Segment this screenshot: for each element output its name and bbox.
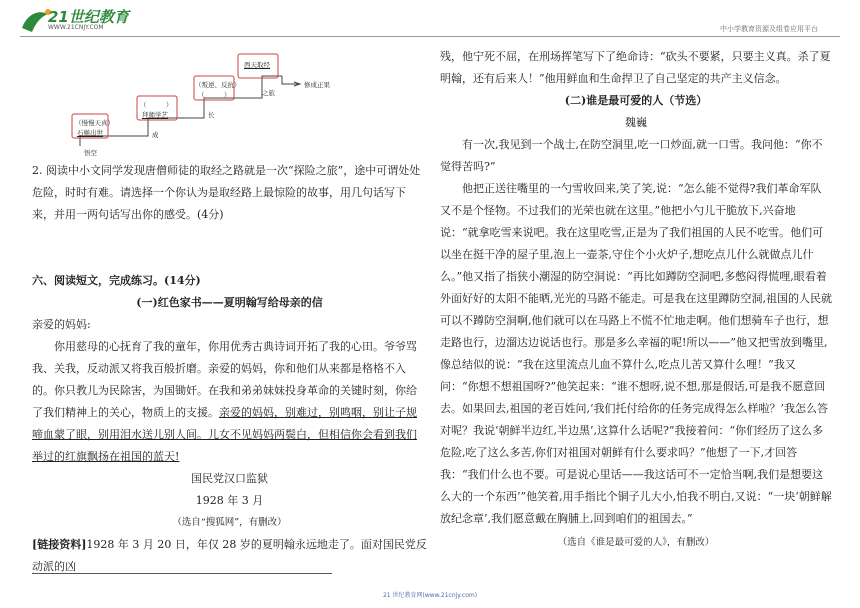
platform-name: 中小学教育资源及组卷应用平台 [720,25,818,33]
letter-body-underlined: 亲爱的妈妈，别难过，别鸣咽，别让子规啼血蒙了眼，别用泪水送儿别人间。儿女不见妈妈两鬓白，但相信你会看到我们举过的红旗飘扬在祖国的蓝天! [32,406,417,463]
letter-date: 1928 年 3 月 [195,494,264,507]
passage-1-source: （选自“搜狐网”，有删改） [172,517,287,528]
base-label-3: 长 [208,111,215,119]
footer-divider [32,573,332,574]
base-label-4: 之旅 [262,89,275,97]
step1-top: （慢慢天真） [75,119,114,127]
step2-top: （ ） [140,101,173,109]
letter-place: 国民党汉口监狱 [191,472,268,485]
passage-2-author: 魏巍 [625,116,647,129]
header-divider [20,36,840,37]
logo-subtitle: WWW.21CNJY.COM [48,24,104,31]
page-header [0,0,860,40]
passage-1-title: (一)红色家书——夏明翰写给母亲的信 [136,296,323,309]
end-label: 修成正果 [304,81,330,89]
base-label-1: 悟空 [84,149,97,157]
left-column [32,46,427,578]
journey-diagram [32,46,427,158]
link-text: 1928 年 3 月 20 日，年仅 28 岁的夏明翰永远地走了。面对国民党反动派的凶 [32,538,427,573]
letter-body-text: 你用慈母的心抚育了我的童年，你用优秀古典诗词开拓了我的心田。爷爷骂我、关我，反动派又将我百般折磨。亲爱的妈妈，你和他们从来都是格格不入的。你只教儿为民除害，为国锄奸。在我和弟弟妹妹投身革命的关键时刻，你给了我们精神上的关心，物质上的支援。 [32,340,417,419]
link-label: [链接资料] [32,538,87,551]
base-label-2: 成 [152,131,159,139]
passage-2-para-1: 有一次,我见到一个战士,在防空洞里,吃一口炒面,就一口雪。我问他：“你不觉得苦吗?” [440,138,823,173]
step4-top: 西天取经 [244,61,270,69]
section-heading: 六、阅读短文，完成练习。(14分) [32,274,201,287]
step2-bottom: 拜师学艺 [142,111,168,119]
page-footer[interactable]: 21 世纪教育网(www.21cnjy.com) [382,592,478,599]
question-2: 2. 阅读中小文同学发现唐僧师徒的取经之路就是一次“探险之旅”，途中可谓处处危险，时时有难。请选择一个你认为是取经路上最惊险的故事，用几句话写下来，并用一两句话写出你的感受。(4分) [32,164,421,221]
passage-2-title: (二)谁是最可爱的人（节选） [564,94,708,107]
passage-2-source: （选自《谁是最可爱的人》，有删改） [557,537,715,548]
answer-space[interactable] [32,226,427,270]
passage-2-para-2: 他把正送往嘴里的一勺雪收回来,笑了笑,说：“怎么能不觉得?我们革命军队又不是个怪物。不过我们的光荣也就在这里。”他把小勺儿干脆放下,兴奋地说：“就拿吃雪来说吧。我在这里吃雪,正是为了我们祖国的人民不吃雪。他们可以坐在挺干净的屋子里,泡上一壶茶,守住个小火炉子,想吃点儿什么就做点儿什么。”他又指了指狭小潮湿的防空洞说：“再比如蹲防空洞吧,多憋闷得慌哩,眼看着外面好好的太阳不能晒,光光的马路不能走。可是我在这里蹲防空洞,祖国的人民就可以不蹲防空洞啊,他们就可以在马路上不慌不忙地走啊。他们想骑车子也行，想走路也行，边溜达边说话也行。那是多么幸福的呢!所以——”他又把雪放到嘴里,像总结似的说：“我在这里流点儿血不算什么,吃点儿苦又算什么哩！”我又问：“你想不想祖国呀?”他笑起来：“谁不想呀,说不想,那是假话,可是我不愿意回去。如果回去,祖国的老百姓问,‘我们托付给你的任务完成得怎么样啦？’我怎么答对呢？我说‘朝鲜半边红,半边黑’,这算什么话呢?”我接着问：“你们经历了这么多危险,吃了这么多苦,你们对祖国对朝鲜有什么要求吗？”他想了一下,才回答我：“我们什么也不要。可是说心里话——我这话可不一定恰当啊,我们是想要这么大的一个东西’”他笑着,用手指比个铜子儿大小,怕我不明白,又说：“一块‘朝鲜解放纪念章’,我们愿意戴在胸脯上,回到咱们的祖国去。” [440,182,832,525]
logo-text: 21世纪教育 [48,8,129,26]
letter-body [32,336,427,468]
step1-bottom: 石猴出世 [77,129,103,137]
link-continued: 残，他宁死不屈，在刑场挥笔写下了绝命诗：“砍头不要紧，只要主义真。杀了夏明翰，还有后来人！”他用鲜血和生命捍卫了自己坚定的共产主义信念。 [440,50,831,85]
step3-bottom: （ ） [198,91,231,99]
step3-top: （叛逆、反抗） [195,81,241,89]
right-column [440,46,832,554]
diagram-lines [32,46,427,158]
link-material [32,534,427,578]
letter-greeting: 亲爱的妈妈: [32,318,91,331]
